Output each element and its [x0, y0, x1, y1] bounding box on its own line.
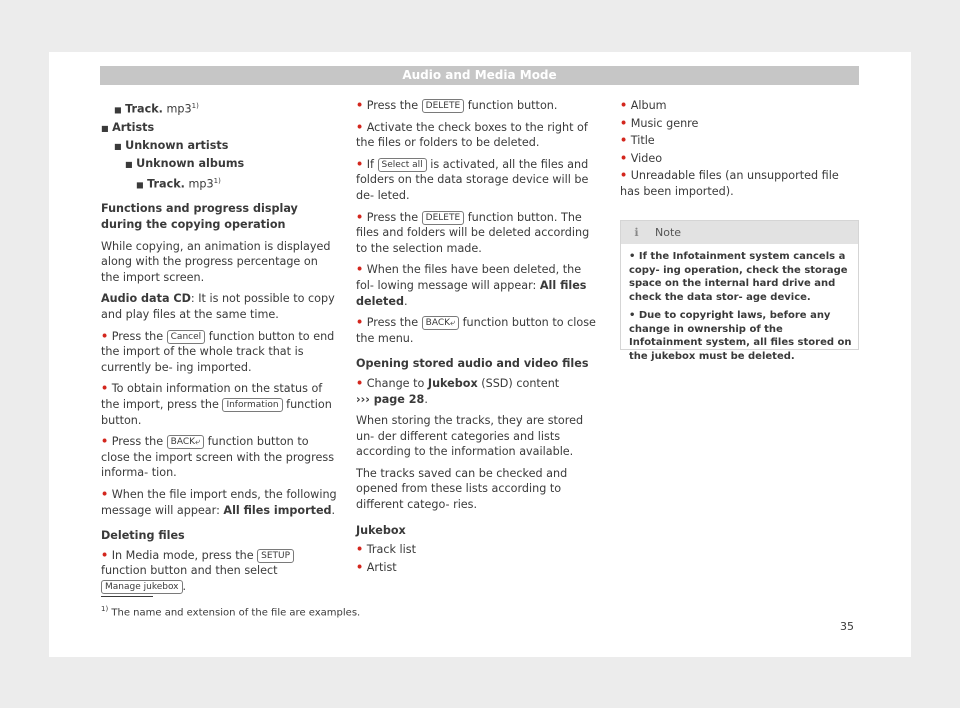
- tree-item-unknown-albums: ■ Unknown albums: [125, 156, 245, 170]
- bullet-select-all: • If Select all is activated, all the files and folders on the data storage device will be de- leted.: [356, 157, 589, 202]
- setup-key: SETUP: [257, 549, 294, 563]
- back-key: BACK⤶: [167, 435, 204, 449]
- note-item: • If the Infotainment system cancels a copy- ing operation, check the storage space on the internal hard drive and check the data stor- age device.: [629, 251, 848, 303]
- back-arrow-icon: ⤶: [450, 318, 456, 329]
- note-header: [621, 221, 858, 244]
- checked-text: The tracks saved can be checked and opened from these lists according to different catego- ries.: [356, 466, 568, 512]
- bullet-delete: • Press the DELETE function button.: [356, 99, 558, 112]
- list-item: • Unreadable files (an unsupported file has been imported).: [620, 169, 839, 198]
- list-item: • Video: [620, 151, 663, 165]
- list-item: • Title: [620, 134, 655, 148]
- note-box: [620, 220, 859, 362]
- bullet-cancel: • Press the Cancel function button to end the import of the whole track that is currently be- ing imported.: [101, 329, 335, 374]
- bullet-back-2: • Press the BACK⤶ function button to close the menu.: [356, 316, 596, 345]
- information-key: Information: [222, 398, 282, 412]
- info-icon: ℹ: [634, 226, 639, 239]
- select-all-key: Select all: [378, 158, 427, 172]
- bullet-check-boxes: • Activate the check boxes to the right of the files or folders to be deleted.: [356, 120, 588, 150]
- functions-heading: Functions and progress display during the copying operation: [101, 202, 298, 232]
- audio-cd-text: Audio data CD: It is not possible to copy and play files at the same time.: [101, 292, 335, 322]
- column-1: [101, 98, 337, 601]
- column-3: [620, 98, 860, 206]
- storing-text: When storing the tracks, they are stored un- der different categories and lists according to the information available.: [356, 414, 584, 459]
- cancel-key: Cancel: [167, 330, 206, 344]
- column-2: [356, 98, 601, 581]
- bullet-deleted: • When the files have been deleted, the fol- lowing message will appear: All files deleted.: [356, 263, 587, 308]
- footnote-divider: [101, 596, 153, 597]
- page-ref-link[interactable]: ››› page 28: [356, 392, 425, 406]
- bullet-setup: • In Media mode, press the SETUP function button and then select Manage jukebox .: [101, 548, 337, 595]
- bullet-imported: • When the file import ends, the following message will appear: All files imported.: [101, 487, 337, 517]
- back-key-2: BACK⤶: [422, 316, 459, 330]
- tree-item-artists: ■ Artists: [101, 120, 155, 134]
- bullet-back: • Press the BACK⤶ function button to close the import screen with the progress informa- tion.: [101, 435, 335, 480]
- tree-item-track-2: ■ Track. mp3$^{1)}$: [136, 176, 221, 191]
- tree-item-unknown-artists: ■ Unknown artists: [114, 138, 229, 152]
- note-body: [621, 244, 858, 363]
- opening-heading: Opening stored audio and video files: [356, 357, 589, 371]
- note-item: • Due to copyright laws, before any change in ownership of the Infotainment system, all files stored on the jukebox must be deleted.: [629, 310, 852, 362]
- delete-key-2: DELETE: [422, 211, 465, 225]
- copy-text: While copying, an animation is displayed along with the progress percentage on the import screen.: [101, 239, 331, 284]
- manage-jukebox-key: Manage jukebox: [101, 580, 183, 594]
- tree-item-track: ■ Track. mp3$^{1)}$: [114, 102, 199, 116]
- jukebox-heading: Jukebox: [356, 523, 406, 537]
- page-header: Audio and Media Mode: [100, 66, 859, 85]
- page-number: 35: [840, 620, 854, 633]
- bullet-information: • To obtain information on the status of the import, press the Information function button.: [101, 382, 332, 427]
- bullet-jukebox: • Change to Jukebox (SSD) content ››› page 28.: [356, 376, 560, 406]
- list-item: • Track list: [356, 543, 416, 557]
- list-item: • Music genre: [620, 116, 699, 130]
- bullet-delete-2: • Press the DELETE function button. The files and folders will be deleted according to the selection made.: [356, 210, 590, 255]
- deleting-heading: Deleting files: [101, 529, 185, 543]
- note-title: Note: [655, 226, 682, 239]
- delete-key: DELETE: [422, 99, 465, 113]
- tree-list: [101, 98, 337, 193]
- list-item: • Album: [620, 99, 667, 112]
- footnote: $^{1)}$ The name and extension of the file are examples.: [101, 605, 361, 619]
- back-arrow-icon: ⤶: [195, 437, 201, 448]
- list-item: • Artist: [356, 560, 397, 574]
